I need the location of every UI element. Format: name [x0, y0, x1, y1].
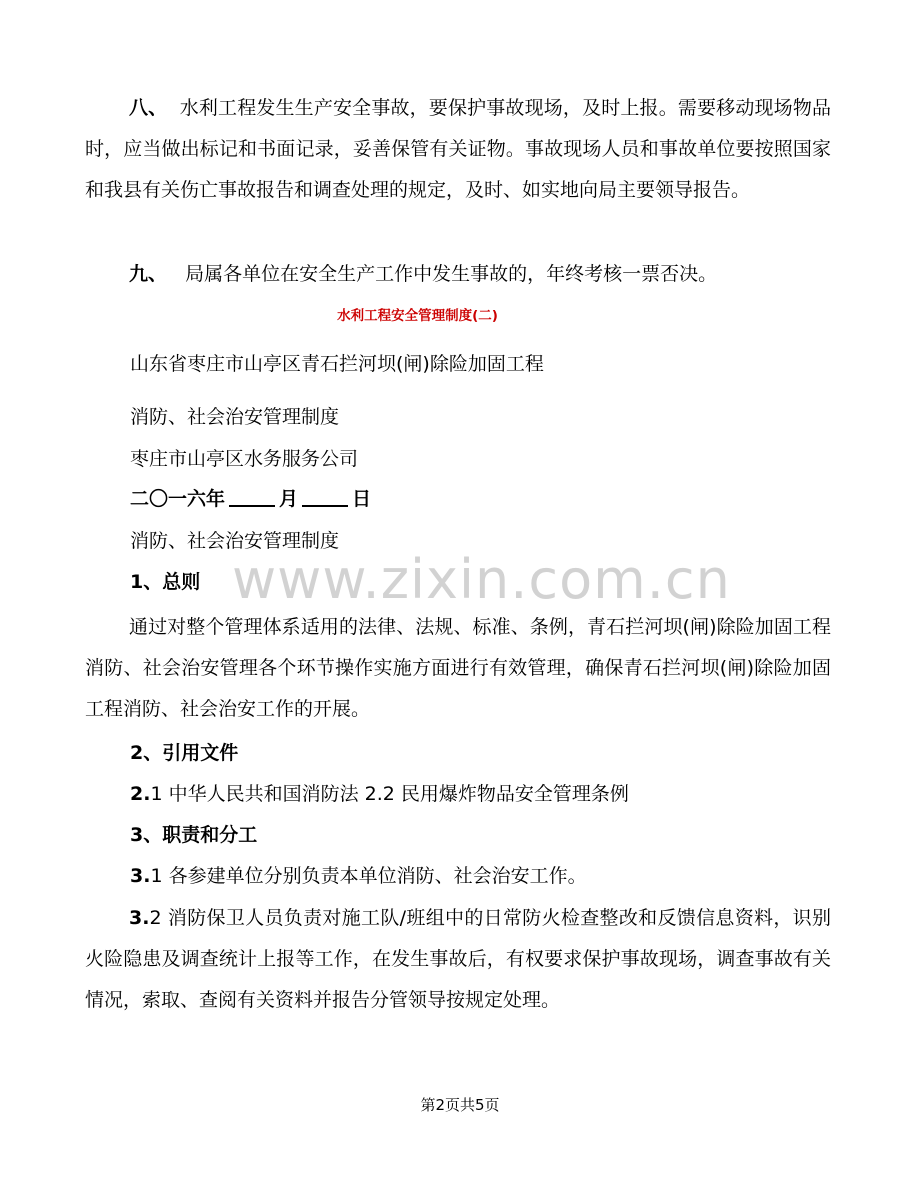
date-line [130, 479, 371, 520]
doc-title-2: 消防、社会治安管理制度 [130, 530, 340, 552]
day-blank [302, 483, 348, 507]
section-3-1-text: 1 各参建单位分别负责本单位消防、社会治安工作。 [150, 865, 587, 887]
section-2-item-number: 2. [130, 783, 151, 805]
company-name: 枣庄市山亭区水务服务公司 [130, 448, 359, 470]
section-3-2-number: 3. [129, 907, 150, 929]
date-day: 日 [352, 488, 372, 510]
section-3-1 [130, 856, 587, 897]
date-month: 月 [279, 488, 299, 510]
section-3-2-text: 2 消防保卫人员负责对施工队/班组中的日常防火检查整改和反馈信息资料，识别火险隐患及调查统计上报等工作，在发生事故后，有权要求保护事故现场，调查事故有关情况，索取、查阅有关资料并报告分管领导按规定处理。 [85, 907, 831, 1011]
section-3-heading: 3、职责和分工 [130, 824, 258, 846]
section-2-heading: 2、引用文件 [130, 742, 239, 764]
section-3-1-number: 3. [130, 865, 151, 887]
section-2-item [130, 774, 629, 815]
date-year: 二〇一六年 [130, 488, 226, 510]
paragraph-9 [85, 254, 831, 295]
paragraph-8 [85, 88, 831, 211]
watermark: www.zixin.com.cn [232, 548, 731, 611]
page-footer: 第2页共5页 [420, 1096, 500, 1114]
project-name: 山东省枣庄市山亭区青石拦河坝(闸)除险加固工程 [130, 353, 544, 375]
section-3-2 [85, 898, 831, 1021]
paragraph-8-number: 八、 [129, 97, 168, 119]
month-blank [229, 483, 275, 507]
section-subtitle: 水利工程安全管理制度(二) [337, 308, 498, 324]
paragraph-9-text: 局属各单位在安全生产工作中发生事故的，年终考核一票否决。 [185, 263, 718, 285]
paragraph-9-number: 九、 [129, 263, 168, 285]
section-1-text: 通过对整个管理体系适用的法律、法规、标准、条例，青石拦河坝(闸)除险加固工程消防、社会治安管理各个环节操作实施方面进行有效管理，确保青石拦河坝(闸)除险加固工程消防、社会治安工作的开展。 [85, 616, 831, 720]
doc-title-1: 消防、社会治安管理制度 [130, 406, 340, 428]
paragraph-8-text: 水利工程发生生产安全事故，要保护事故现场，及时上报。需要移动现场物品时，应当做出标记和书面记录，妥善保管有关证物。事故现场人员和事故单位要按照国家和我县有关伤亡事故报告和调查处理的规定，及时、如实地向局主要领导报告。 [85, 97, 831, 201]
section-1-heading: 1、总则 [130, 571, 201, 593]
section-2-item-text: 1 中华人民共和国消防法 2.2 民用爆炸物品安全管理条例 [150, 783, 629, 805]
